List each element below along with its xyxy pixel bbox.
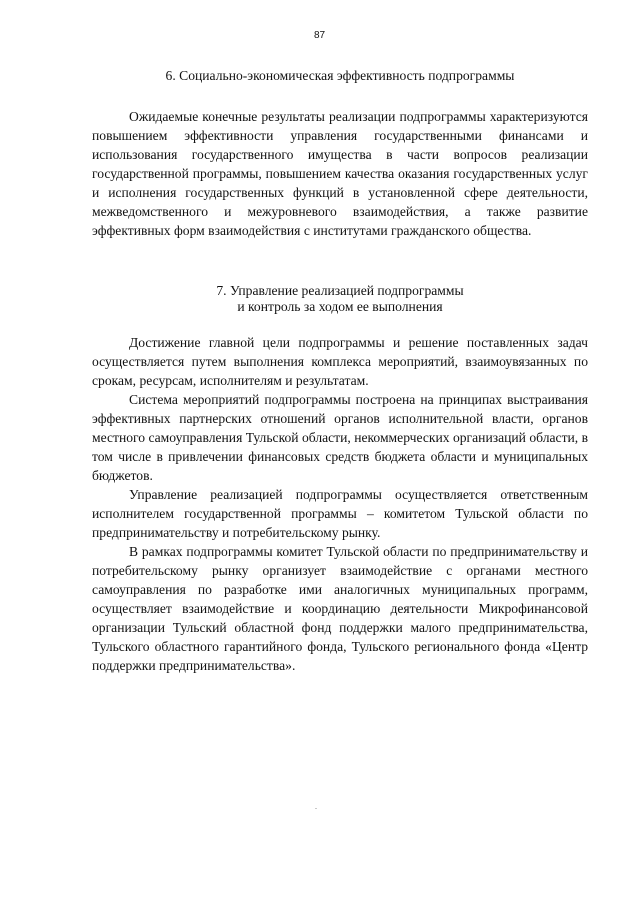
section-7-paragraph-3: Управление реализацией подпрограммы осуществляется ответственным исполнителем государственной программы – комитетом Тульской области по предпринимательству и потребительскому рынку. [92, 487, 588, 540]
scan-speck [315, 808, 317, 809]
section-6-heading: 6. Социально-экономическая эффективность подпрограммы [165, 68, 515, 83]
section-7-heading-line-2: и контроль за ходом ее выполнения [237, 299, 443, 314]
section-7-heading [92, 283, 588, 315]
section-7-heading-line-1: 7. Управление реализацией подпрограммы [216, 283, 464, 298]
section-7-paragraph-4: В рамках подпрограммы комитет Тульской области по предпринимательству и потребительскому рынку организует взаимодействие с органами местного самоуправления по разработке ими аналогичных муниципальных программ, осуществляет взаимодействие и координацию деятельности Микрофинансовой организации Тульский областной фонд поддержки малого предпринимательства, Тульского областного гарантийного фонда, Тульского регионального фонда «Центр поддержки предпринимательства». [92, 544, 588, 673]
page-number: 87 [313, 30, 326, 41]
section-7-paragraph-1: Достижение главной цели подпрограммы и решение поставленных задач осуществляется путем выполнения комплекса мероприятий, взаимоувязанных по срокам, ресурсам, исполнителям и результатам. [92, 335, 588, 388]
section-7-paragraph-2: Система мероприятий подпрограммы построена на принципах выстраивания эффективных партнерских отношений органов исполнительной власти, органов местного самоуправления Тульской области, некоммерческих организаций области, в том числе в привлечении финансовых средств бюджета области и муниципальных бюджетов. [92, 392, 588, 483]
section-6-paragraph: Ожидаемые конечные результаты реализации подпрограммы характеризуются повышением эффективности управления государственными финансами и использования государственного имущества в части вопросов реализации государственной программы, повышением качества оказания государственных услуг и исполнения государственных функций в установленной сфере деятельности, межведомственного и межуровневого взаимодействия, а также развитие эффективных форм взаимодействия с институтами гражданского общества. [92, 109, 588, 238]
